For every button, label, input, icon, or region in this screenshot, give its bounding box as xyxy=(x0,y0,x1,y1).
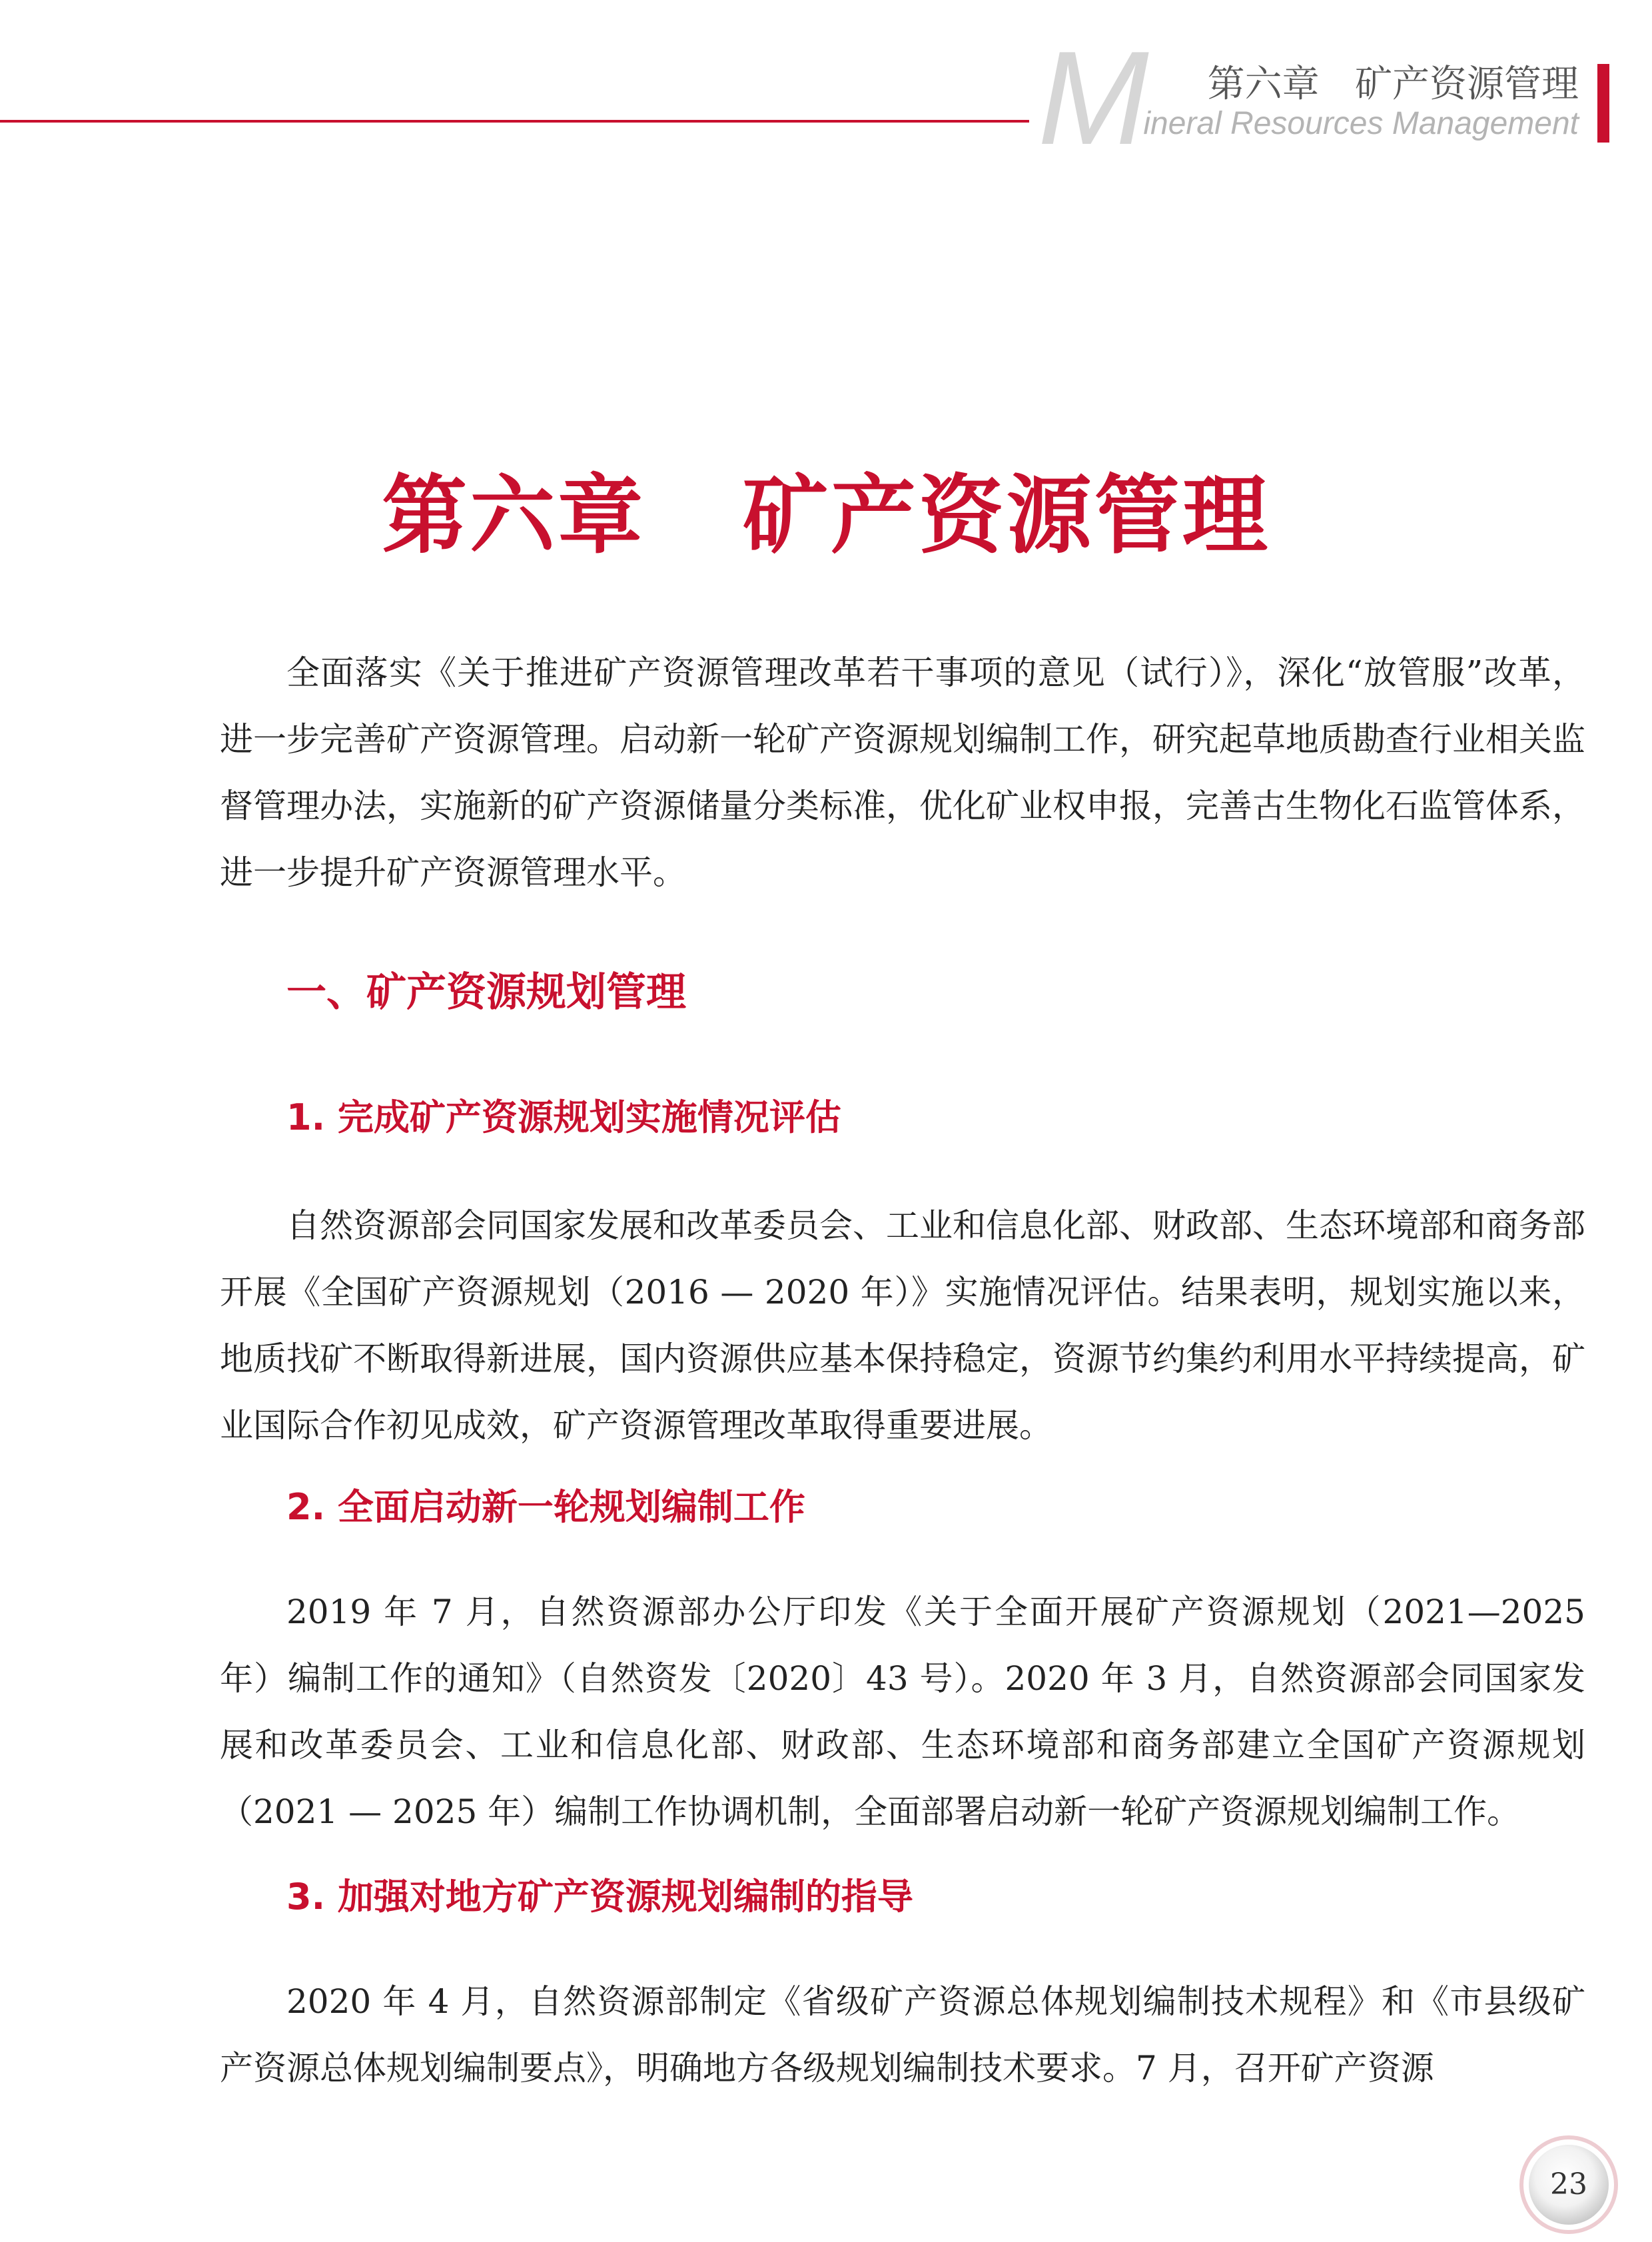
header-chapter-title: 第六章 矿产资源管理 xyxy=(1207,63,1579,106)
subsection-paragraph-1: 自然资源部会同国家发展和改革委员会、工业和信息化部、财政部、生态环境部和商务部开展《全国矿产资源规划（2016 — 2020 年）》实施情况评估。结果表明，规划实施以来，地质找矿不断取得新进展，国内资源供应基本保持稳定，资源节约集约利用水平持续提高，矿业国际合作初见成效，矿产资源管理改革取得重要进展。 xyxy=(220,1206,1585,1445)
header-watermark-letter: M xyxy=(1038,24,1149,173)
subsection-paragraph-3: 2020 年 4 月，自然资源部制定《省级矿产资源总体规划编制技术规程》和《市县级矿产资源总体规划编制要点》，明确地方各级规划编制技术要求。7 月，召开矿产资源 xyxy=(220,1982,1585,2087)
subsection-heading-2: 2. 全面启动新一轮规划编制工作 xyxy=(286,1486,805,1528)
subsection-heading-1: 1. 完成矿产资源规划实施情况评估 xyxy=(286,1096,841,1138)
subsection-heading-3: 3. 加强对地方矿产资源规划编制的指导 xyxy=(286,1876,913,1918)
subsection-paragraph-2: 2019 年 7 月，自然资源部办公厅印发《关于全面开展矿产资源规划（2021—2025 年）编制工作的通知》（自然资发〔2020〕43 号）。2020 年 3 月，自然资源部会同国家发展和改革委员会、工业和信息化部、财政部、生态环境部和商务部建立全国矿产资源规划（2021 — 2025 年）编制工作协调机制，全面部署启动新一轮矿产资源规划编制工作。 xyxy=(220,1593,1585,1831)
header-english-subtitle: ineral Resources Management xyxy=(1143,106,1579,141)
page-number: 23 xyxy=(1550,2167,1587,2201)
intro-paragraph: 全面落实《关于推进矿产资源管理改革若干事项的意见（试行）》，深化“放管服”改革，进一步完善矿产资源管理。启动新一轮矿产资源规划编制工作，研究起草地质勘查行业相关监督管理办法，实施新的矿产资源储量分类标准，优化矿业权申报，完善古生物化石监管体系，进一步提升矿产资源管理水平。 xyxy=(220,653,1585,892)
header-rule xyxy=(0,120,1029,123)
page-number-badge xyxy=(1529,2145,1609,2225)
header-accent-bar xyxy=(1597,64,1609,143)
section-heading: 一、矿产资源规划管理 xyxy=(286,969,686,1016)
chapter-title: 第六章 矿产资源管理 xyxy=(382,466,1270,565)
